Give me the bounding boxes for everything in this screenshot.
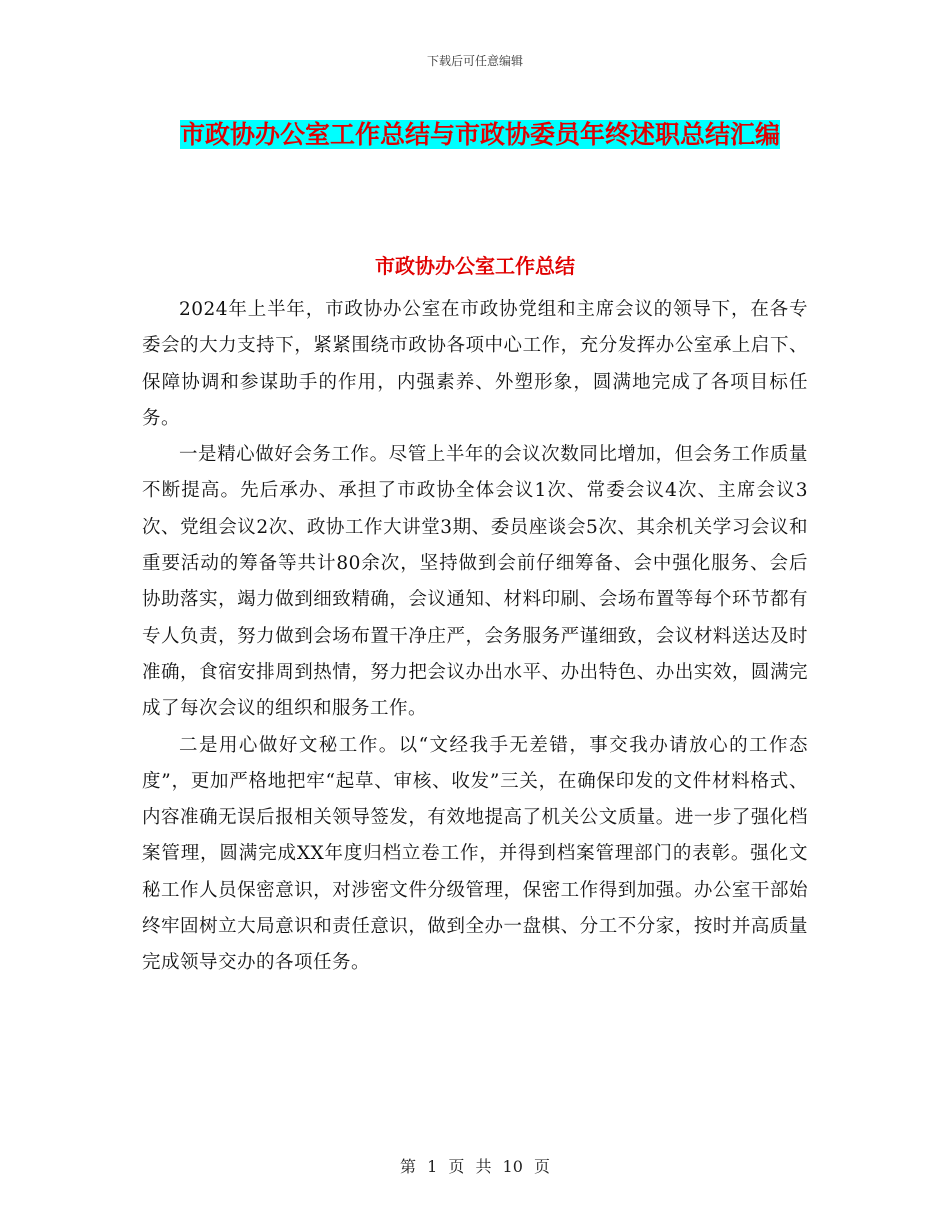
document-title-text: 市政协办公室工作总结与市政协委员年终述职总结汇编 [179,120,780,149]
paragraph-secretarial-work: 二是用心做好文秘工作。以“文经我手无差错，事交我办请放心的工作态度”，更加严格地把牢“起草、审核、收发”三关，在确保印发的文件材料格式、内容准确无误后报相关领导签发，有效地提高了机关公文质量。进一步了强化档案管理，圆满完成XX年度归档立卷工作，并得到档案管理部门的表彰。强化文秘工作人员保密意识，对涉密文件分级管理，保密工作得到加强。办公室干部始终牢固树立大局意识和责任意识，做到全办一盘棋、分工不分家，按时并高质量完成领导交办的各项任务。 [142,734,808,974]
section-title: 市政协办公室工作总结 [375,254,575,278]
paragraph-meeting-work: 一是精心做好会务工作。尽管上半年的会议次数同比增加，但会务工作质量不断提高。先后承办、承担了市政协全体会议1次、常委会议4次、主席会议3次、党组会议2次、政协工作大讲堂3期、委员座谈会5次、其余机关学习会议和重要活动的筹备等共计80余次，坚持做到会前仔细筹备、会中强化服务、会后协助落实，竭力做到细致精确，会议通知、材料印刷、会场布置等每个环节都有专人负责，努力做到会场布置干净庄严，会务服务严谨细致，会议材料送达及时准确，食宿安排周到热情，努力把会议办出水平、办出特色、办出实效，圆满完成了每次会议的组织和服务工作。 [142,444,808,720]
header-note: 下载后可任意编辑 [426,54,523,68]
document-title [160,112,800,158]
document-body [142,292,808,982]
page-number: 第 1 页 共 10 页 [400,1157,550,1176]
paragraph-intro: 2024年上半年，市政协办公室在市政协党组和主席会议的领导下，在各专委会的大力支持下，紧紧围绕市政协各项中心工作，充分发挥办公室承上启下、保障协调和参谋助手的作用，内强素养、外塑形象，圆满地完成了各项目标任务。 [142,299,808,429]
